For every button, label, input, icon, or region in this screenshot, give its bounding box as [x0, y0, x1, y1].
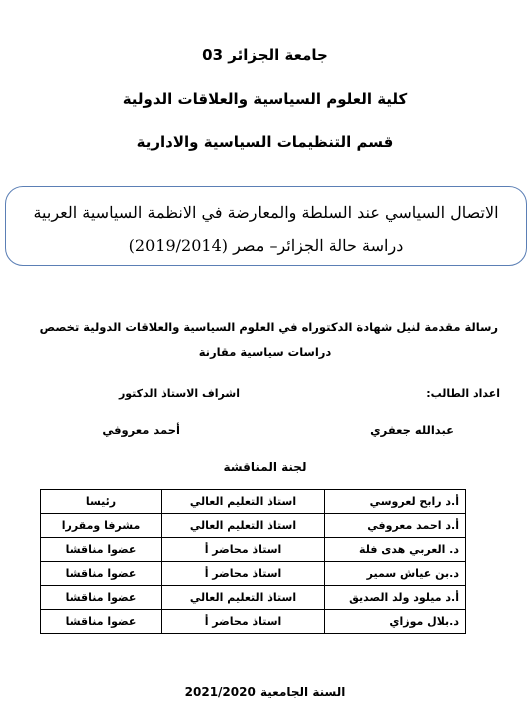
- member-name: أ.د احمد معروفي: [325, 514, 466, 538]
- member-rank: استاذ التعليم العالي: [162, 586, 325, 610]
- member-name: د. العربي هدى فلة: [325, 538, 466, 562]
- table-row: [41, 562, 466, 586]
- member-rank: استاذ التعليم العالي: [162, 514, 325, 538]
- university-name: جامعة الجزائر 03: [202, 46, 328, 64]
- member-role: عضوا مناقشا: [41, 538, 162, 562]
- member-role: عضوا مناقشا: [41, 610, 162, 634]
- thesis-description: رسالة مقدمة لنيل شهادة الدكتوراه في العلوم السياسية والعلاقات الدولية تخصص: [39, 320, 498, 334]
- thesis-main-title: الاتصال السياسي عند السلطة والمعارضة في الانظمة السياسية العربية: [33, 203, 499, 222]
- thesis-specialization: دراسات سياسية مقارنة: [198, 345, 332, 359]
- member-rank: استاذ محاضر أ: [162, 562, 325, 586]
- committee-heading: لجنة المناقشة: [223, 460, 307, 474]
- thesis-subtitle: دراسة حالة الجزائر– مصر (2019/2014): [128, 236, 404, 255]
- member-rank: استاذ التعليم العالي: [162, 490, 325, 514]
- member-role: عضوا مناقشا: [41, 586, 162, 610]
- member-role: مشرفا ومقررا: [41, 514, 162, 538]
- academic-year: السنة الجامعية 2021/2020: [184, 685, 346, 699]
- member-rank: استاذ محاضر أ: [162, 538, 325, 562]
- department-name: قسم التنظيمات السياسية والادارية: [136, 133, 394, 151]
- table-row: [41, 490, 466, 514]
- member-name: أ.د ميلود ولد الصديق: [325, 586, 466, 610]
- table-row: [41, 586, 466, 610]
- table-row: [41, 514, 466, 538]
- student-label: اعداد الطالب:: [426, 387, 500, 400]
- committee-table: [40, 489, 466, 634]
- supervisor-label: اشراف الاستاذ الدكتور: [118, 387, 240, 400]
- member-role: عضوا مناقشا: [41, 562, 162, 586]
- faculty-name: كلية العلوم السياسية والعلاقات الدولية: [122, 90, 408, 108]
- thesis-title-box: [5, 186, 527, 266]
- member-role: رئيسا: [41, 490, 162, 514]
- member-name: د.بلال موزاي: [325, 610, 466, 634]
- member-name: أ.د رابح لعروسي: [325, 490, 466, 514]
- table-row: [41, 538, 466, 562]
- student-name: عبدالله جعفري: [370, 423, 454, 437]
- supervisor-name: أحمد معروفي: [102, 423, 180, 437]
- table-row: [41, 610, 466, 634]
- member-rank: استاذ محاضر أ: [162, 610, 325, 634]
- member-name: د.بن عياش سمير: [325, 562, 466, 586]
